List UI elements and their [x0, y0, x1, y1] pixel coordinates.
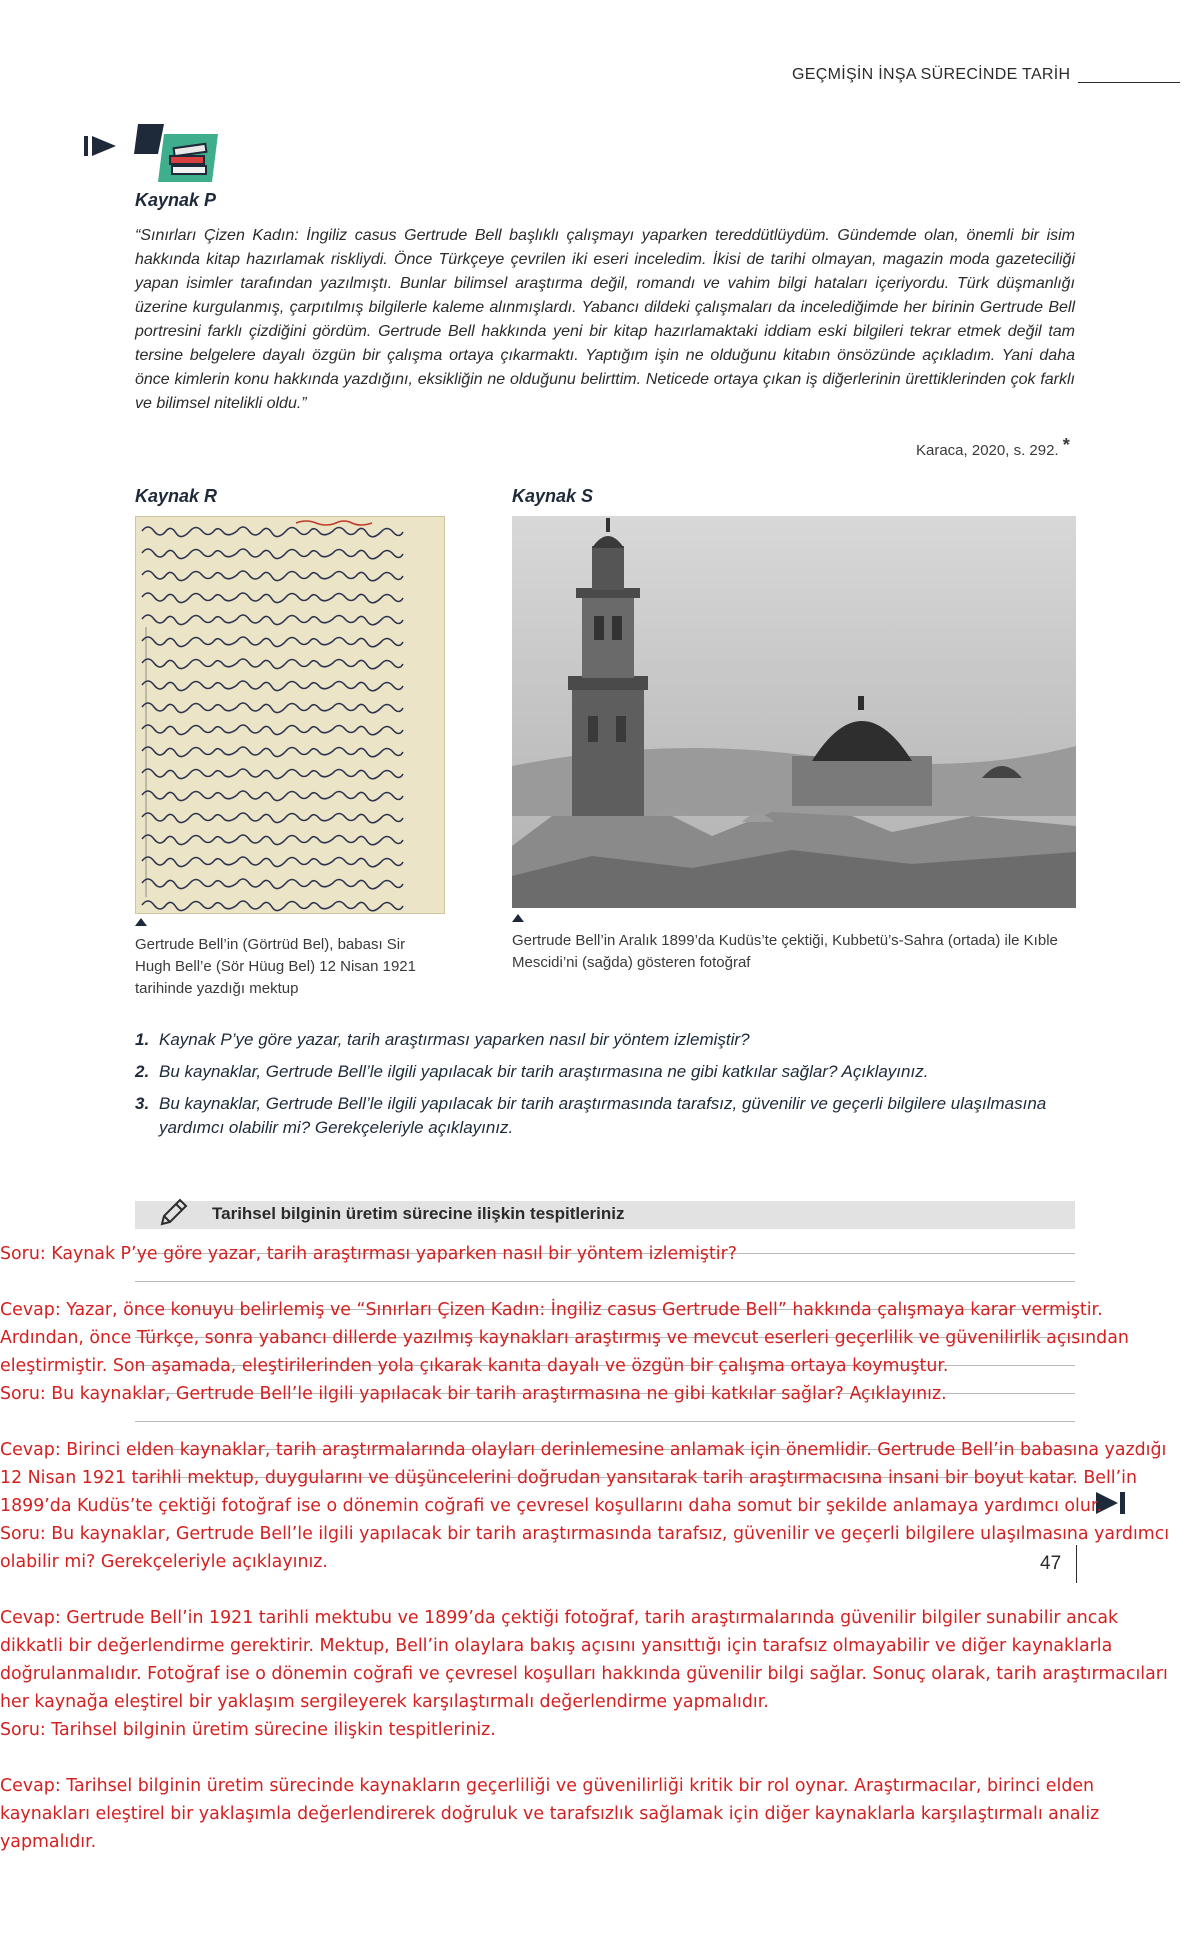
pencil-icon: [156, 1198, 190, 1230]
answer-block: [0, 1240, 1180, 1856]
answer-text: Cevap: Birinci elden kaynaklar, tarih araştırmalarında olayları derinlemesine anlamak için önemlidir. Gertrude Bell’in babasına yazdığı 12 Nisan 1921 tarihli mektup, duygularını ve düşüncelerini doğrudan yansıtarak tarih araştırmacısına insani bir boyut katar. Bell’in 1899’da Kudüs’te çektiği fotoğraf ise o dönemin coğrafi ve çevresel koşullarını daha somut bir şekilde anlamaya yardımcı olur.: [0, 1440, 1167, 1516]
spacer: [0, 1576, 1180, 1604]
question-item: [135, 1060, 1085, 1084]
source-r-caption: Gertrude Bell’in (Görtrüd Bel), babası Sir Hugh Bell’e (Sör Hüug Bel) 12 Nisan 1921 tarihinde yazdığı mektup: [135, 936, 416, 997]
running-header: GEÇMİŞİN İNŞA SÜRECİNDE TARİH: [792, 66, 1071, 83]
jerusalem-photograph: [512, 516, 1076, 908]
spacer: [0, 1268, 1180, 1296]
answer-text: Cevap: Gertrude Bell’in 1921 tarihli mektubu ve 1899’da çektiği fotoğraf, tarih araştırmalarında güvenilir bilgiler sunabilir ancak dikkatli bir değerlendirme gerektirir. Mektup, Bell’in olaylara bakış açısını yansıttığı için tarafsız olmayabilir ve diğer kaynaklarla doğrulanmalıdır. Fotoğraf ise o dönemin coğrafi ve çevresel koşulları hakkında güvenilir bilgi sağlar. Sonuç olarak, tarih araştırmacıları her kaynağa eleştirel bir yaklaşım sergileyerek karşılaştırmalı değerlendirme yapmalıdır.: [0, 1608, 1168, 1712]
question-list: [135, 1028, 1085, 1148]
books-icon: [134, 124, 220, 186]
answer-question: Soru: Bu kaynaklar, Gertrude Bell’le ilgili yapılacak bir tarih araştırmasına ne gibi katkılar sağlar? Açıklayınız.: [0, 1384, 947, 1404]
spacer: [0, 1408, 1180, 1436]
header-rule: [1078, 82, 1180, 83]
question-item: [135, 1092, 1085, 1140]
caption-pointer-s: [512, 914, 524, 922]
question-number: 3.: [135, 1094, 150, 1113]
spacer: [0, 1744, 1180, 1772]
citation-text: Karaca, 2020, s. 292.: [916, 442, 1059, 459]
notes-title: Tarihsel bilginin üretim sürecine ilişkin tespitleriniz: [212, 1204, 625, 1223]
source-s-heading: Kaynak S: [512, 486, 594, 506]
source-s-caption: Gertrude Bell’in Aralık 1899’da Kudüs’te çektiği, Kubbetü’s-Sahra (ortada) ile Kıble Mescidi’ni (sağda) gösteren fotoğraf: [512, 932, 1058, 971]
question-text: Bu kaynaklar, Gertrude Bell’le ilgili yapılacak bir tarih araştırmasına ne gibi katkılar sağlar? Açıklayınız.: [159, 1062, 929, 1081]
caption-pointer-r: [135, 918, 147, 926]
handwriting-scribbles: [136, 517, 444, 913]
citation: [916, 435, 1070, 459]
answer-question: Soru: Tarihsel bilginin üretim sürecine ilişkin tespitleriniz.: [0, 1720, 496, 1740]
source-p-heading: Kaynak P: [135, 190, 217, 210]
question-number: 2.: [135, 1062, 150, 1081]
page-number: 47: [1040, 1553, 1062, 1574]
source-r-heading: Kaynak R: [135, 486, 218, 506]
question-text: Kaynak P’ye göre yazar, tarih araştırması yaparken nasıl bir yöntem izlemiştir?: [159, 1030, 750, 1049]
answer-text: Cevap: Tarihsel bilginin üretim sürecinde kaynakların geçerliliği ve güvenilirliği kritik bir rol oynar. Araştırmacılar, birinci elden kaynakları eleştirel bir yaklaşımla değerlendirerek doğruluk ve tarafsızlık sağlamak için diğer kaynaklarla karşılaştırmalı analiz yapmalıdır.: [0, 1776, 1100, 1852]
answer-text: Cevap: Yazar, önce konuyu belirlemiş ve “Sınırları Çizen Kadın: İngiliz casus Gertrude Bell” hakkında çalışmaya karar vermiştir. Ardından, önce Türkçe, sonra yabancı dillerde yazılmış kaynakları araştırmış ve mevcut eserleri geçerlilik ve güvenilirlik açısından eleştirmiştir. Son aşamada, eleştirilerinden yola çıkarak kanıta dayalı ve özgün bir çalışma ortaya koymuştur.: [0, 1300, 1129, 1376]
handwritten-letter-image: [135, 516, 445, 914]
question-number: 1.: [135, 1030, 150, 1049]
question-item: [135, 1028, 1085, 1052]
source-p-quote: “Sınırları Çizen Kadın: İngiliz casus Gertrude Bell başlıklı çalışmayı yaparken tereddütlüydüm. Gündemde olan, önemli bir isim hakkında kitap hazırlamak riskliydi. Önce Türkçeye çevrilen iki eseri inceledim. İkisi de tarihi olmayan, magazin moda gazeteciliği yapan isimler tarafından yazılmıştı. Bunlar bilimsel araştırma değil, romandı ve vahim bilgi hataları içeriyordu. Türk düşmanlığı üzerine kurgulanmış, çarpıtılmış bilgilerle kaleme alınmışlardı. Yabancı dildeki çalışmaları da incelediğimde her birinin Gertrude Bell portresini farklı çizdiğini gördüm. Gertrude Bell hakkında yeni bir kitap hazırlamaktaki iddiam eski bilgileri tekrar etmek değil tam tersine belgelere dayalı özgün bir çalışma ortaya çıkarmaktı. Yaptığım işin ne olduğunu kitabın önsözünde açıkladım. Yani daha önce kimlerin konu hakkında yazdığını, eksikliğin ne olduğunu belirttim. Neticede ortaya çıkan iş diğerlerinin ürettiklerinden çok farklı ve bilimsel nitelikli oldu.”: [135, 227, 1075, 412]
section-marker-icon: [82, 130, 122, 160]
photo-scene: [512, 516, 1076, 908]
footnote-asterisk: *: [1062, 435, 1070, 455]
answer-question: Soru: Kaynak P’ye göre yazar, tarih araştırması yaparken nasıl bir yöntem izlemiştir?: [0, 1244, 738, 1264]
question-text: Bu kaynaklar, Gertrude Bell’le ilgili yapılacak bir tarih araştırmasında tarafsız, güvenilir ve geçerli bilgilere ulaşılmasına yardımcı olabilir mi? Gerekçeleriyle açıklayınız.: [159, 1094, 1047, 1137]
answer-question: Soru: Bu kaynaklar, Gertrude Bell’le ilgili yapılacak bir tarih araştırmasında tarafsız, güvenilir ve geçerli bilgilere ulaşılmasına yardımcı olabilir mi? Gerekçeleriyle açıklayınız.: [0, 1524, 1170, 1572]
